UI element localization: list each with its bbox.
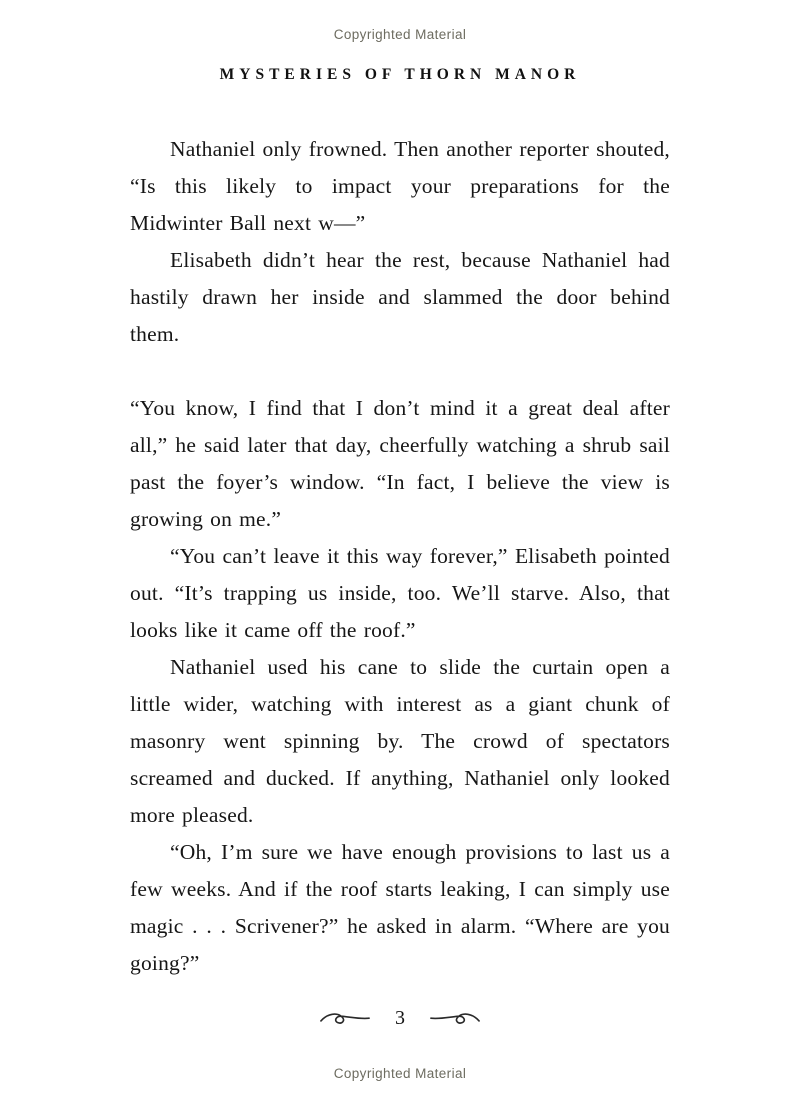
body-paragraph: Elisabeth didn’t hear the rest, because Nathaniel had hastily drawn her inside and slammed the door behind them. [130,248,670,346]
copyright-notice-top: Copyrighted Material [333,27,467,42]
page-footer [0,1008,800,1030]
body-paragraph: “Oh, I’m sure we have enough provisions to last us a few weeks. And if the roof starts leaking, I can simply use magic . . . Scrivener?” he asked in alarm. “Where are you going?” [130,840,670,975]
body-text [130,131,670,982]
copyright-notice-bottom: Copyrighted Material [333,1066,467,1081]
flourish-left-icon [319,1009,371,1029]
running-header: MYSTERIES OF THORN MANOR [219,66,581,83]
page-number: 3 [395,1007,405,1029]
flourish-right-icon [429,1009,481,1029]
body-paragraph-scene-start: “You know, I find that I don’t mind it a great deal after all,” he said later that day, cheerfully watching a shrub sail past the foyer’s window. “In fact, I believe the view is growing on me.” [130,396,670,531]
body-paragraph: Nathaniel used his cane to slide the curtain open a little wider, watching with interest as a giant chunk of masonry went spinning by. The crowd of spectators screamed and ducked. If anything, Nathaniel only looked more pleased. [130,655,670,827]
body-paragraph: Nathaniel only frowned. Then another reporter shouted, “Is this likely to impact your preparations for the Midwinter Ball next w—” [130,137,670,235]
body-paragraph: “You can’t leave it this way forever,” Elisabeth pointed out. “It’s trapping us inside, too. We’ll starve. Also, that looks like it came off the roof.” [130,544,670,642]
